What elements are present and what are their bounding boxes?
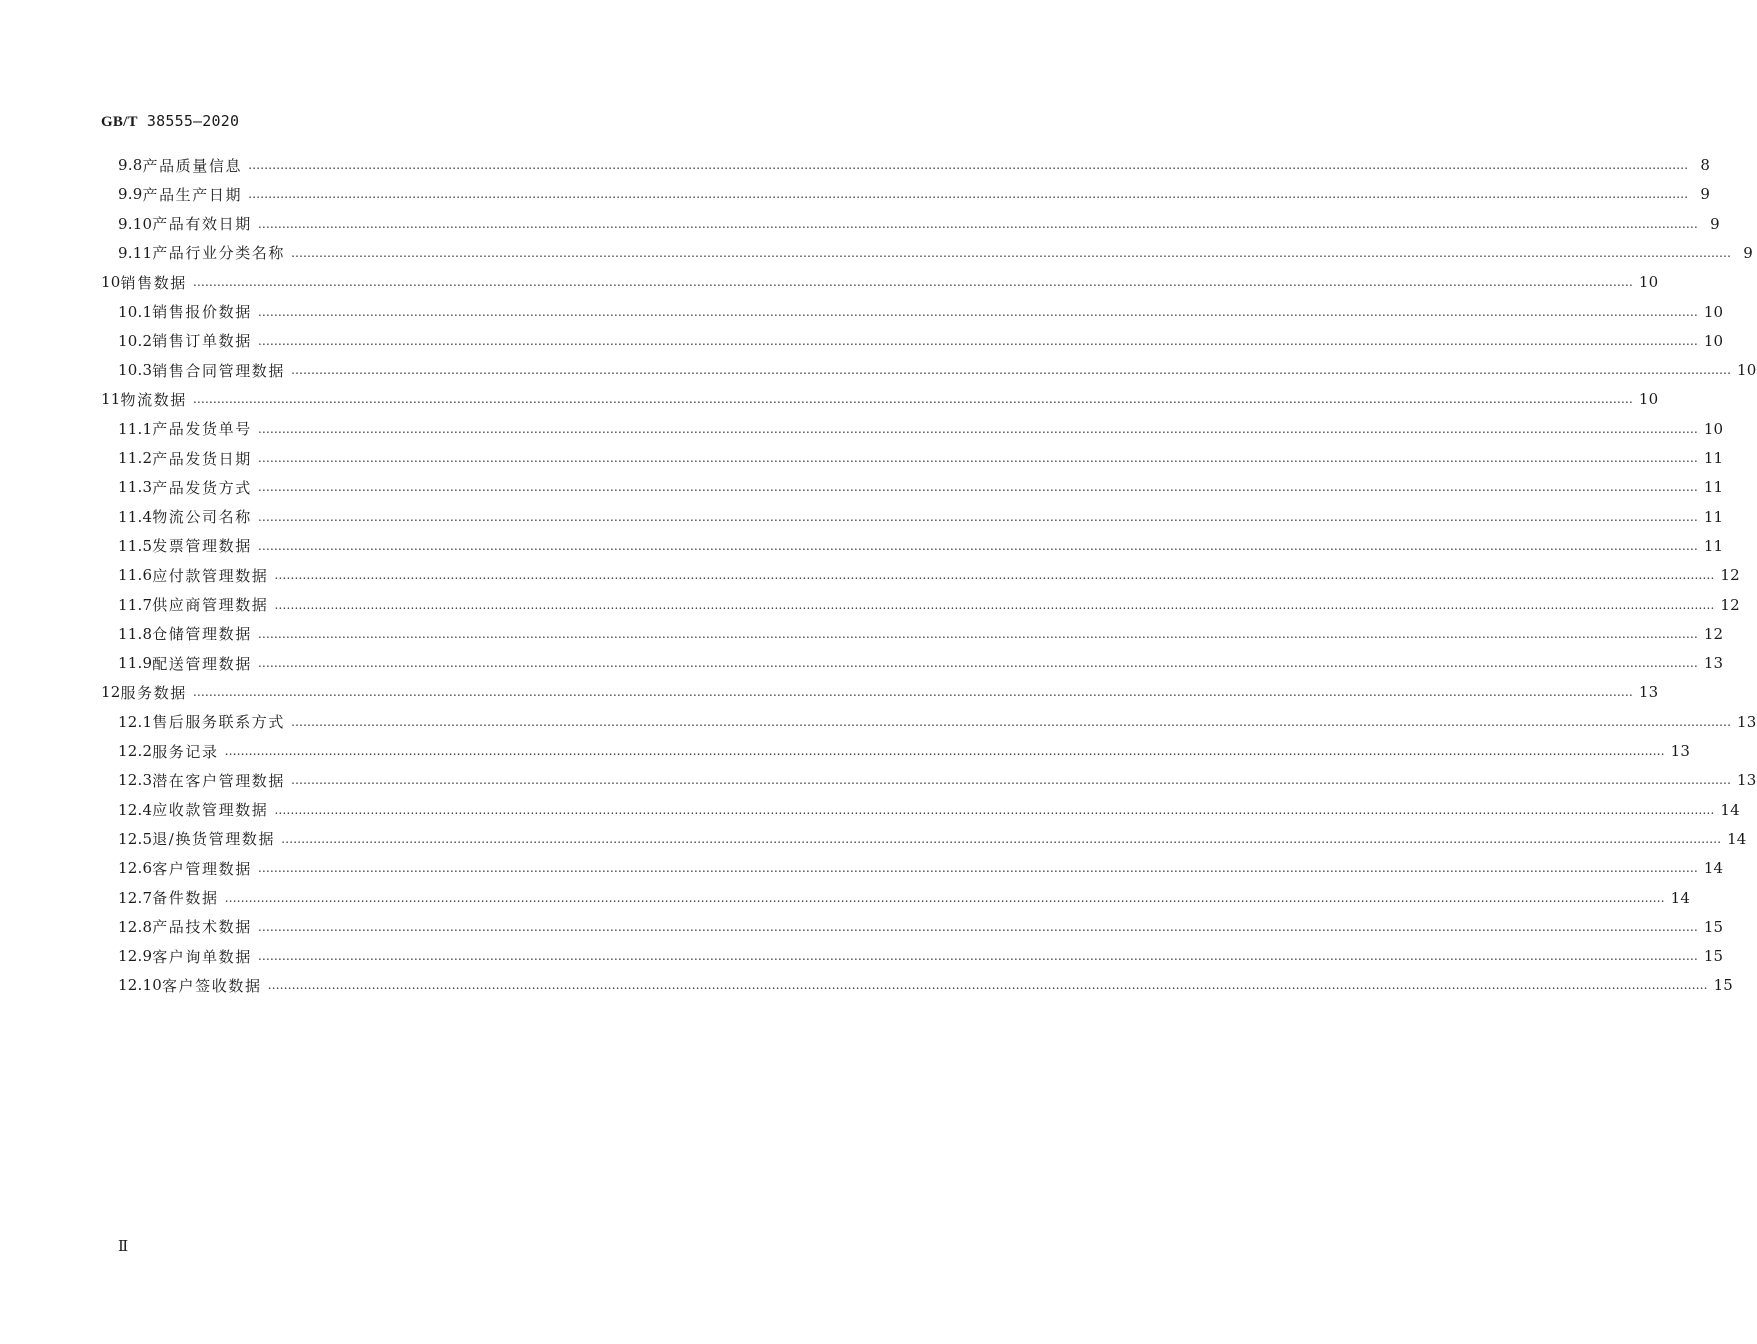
dot-leader: ……………………………………………………………………………………………………………………………………………………………………………………………………………………………………………………………………………………………………………………………… [192,685,1633,700]
dot-leader: ……………………………………………………………………………………………………………………………………………………………………………………………………………………………………………………………………………………………………………………………… [291,714,1732,729]
toc-entry-page: 13 [1703,654,1724,673]
toc-entry[interactable] [118,593,1740,617]
toc-entry-number: 11.8 [118,624,153,643]
dot-leader: ……………………………………………………………………………………………………………………………………………………………………………………………………………………………………………………………………………………………………………………………… [257,333,1698,348]
toc-entry-number: 11.3 [118,478,153,497]
toc-entry-page: 11 [1703,507,1724,526]
toc-entry-title: 销售报价数据 [152,303,252,321]
toc-entry-page: 11 [1703,478,1724,497]
toc-entry-title: 应收款管理数据 [152,801,269,820]
toc-entry-title: 服务数据 [120,683,187,702]
toc-entry-title: 物流公司名称 [152,508,252,527]
toc-entry-title: 应付款管理数据 [152,566,269,585]
toc-entry-page: 9 [1710,214,1720,233]
dot-leader: ……………………………………………………………………………………………………………………………………………………………………………………………………………………………………………………………………………………………………………………………… [257,509,1698,524]
toc-entry[interactable] [118,212,1720,236]
toc-entry-title: 售后服务联系方式 [152,713,286,732]
toc-entry[interactable] [118,153,1711,177]
toc-entry[interactable] [118,534,1724,558]
toc-entry-title: 仓储管理数据 [152,625,252,644]
dot-leader: ……………………………………………………………………………………………………………………………………………………………………………………………………………………………………………………………………………………………………………………………… [257,538,1698,553]
toc-entry[interactable] [118,886,1691,910]
toc-entry-page: 13 [1737,771,1757,790]
toc-entry-number: 9.8 [118,156,143,174]
toc-entry-number: 12.8 [118,917,153,936]
dot-leader: ……………………………………………………………………………………………………………………………………………………………………………………………………………………………………………………………………………………………………………………………… [257,949,1698,964]
toc-entry-title: 产品有效日期 [152,215,252,234]
toc-entry[interactable] [118,182,1711,206]
dot-leader: ……………………………………………………………………………………………………………………………………………………………………………………………………………………………………………………………………………………………………………………………… [257,216,1698,231]
toc-entry-title: 产品生产日期 [142,185,243,204]
toc-entry-title: 销售合同管理数据 [152,361,286,380]
toc-entry-title: 备件数据 [152,889,219,907]
toc-entry-page: 12 [1720,595,1740,614]
page-number: Ⅱ [118,1237,129,1255]
toc-entry-number: 12.3 [118,771,153,790]
toc-entry-page: 10 [1703,302,1724,321]
toc-entry[interactable] [118,358,1757,382]
toc-entry-number: 12.6 [118,859,153,878]
toc-entry[interactable] [118,300,1724,324]
toc-entry[interactable] [118,768,1757,792]
dot-leader: ……………………………………………………………………………………………………………………………………………………………………………………………………………………………………………………………………………………………………………………………… [274,568,1715,583]
toc-entry[interactable] [118,241,1754,265]
toc-entry[interactable] [118,944,1724,968]
toc-entry-number: 11.5 [118,536,153,555]
dot-leader: ……………………………………………………………………………………………………………………………………………………………………………………………………………………………………………………………………………………………………………………………… [291,363,1732,378]
toc-entry[interactable] [118,505,1724,529]
toc-entry-page: 14 [1703,859,1724,878]
toc-entry[interactable] [118,827,1747,851]
toc-entry-number: 12.9 [118,947,153,966]
toc-entry-title: 供应商管理数据 [152,596,269,614]
toc-entry[interactable] [118,710,1757,734]
toc-entry-page: 10 [1638,390,1659,409]
toc-entry-title: 产品发货单号 [152,420,252,439]
document-header [101,112,239,131]
dot-leader: ……………………………………………………………………………………………………………………………………………………………………………………………………………………………………………………………………………………………………………………………… [291,245,1732,260]
toc-entry-number: 11.6 [118,566,153,585]
toc-entry-title: 潜在客户管理数据 [152,771,286,790]
toc-entry-number: 10 [101,273,121,292]
toc-entry-number: 12.2 [118,742,153,760]
toc-entry-page: 9 [1743,243,1754,262]
toc-entry-title: 物流数据 [120,390,187,409]
toc-entry-page: 13 [1737,712,1757,731]
toc-entry-title: 产品发货日期 [152,449,252,468]
toc-entry[interactable] [118,739,1691,763]
toc-entry[interactable] [118,798,1740,822]
dot-leader: ……………………………………………………………………………………………………………………………………………………………………………………………………………………………………………………………………………………………………………………………… [224,744,1665,758]
dot-leader: ……………………………………………………………………………………………………………………………………………………………………………………………………………………………………………………………………………………………………………………………… [257,861,1698,876]
toc-entry-title: 服务记录 [152,742,219,761]
toc-entry-page: 10 [1703,419,1724,438]
toc-entry[interactable] [118,475,1724,499]
dot-leader: ……………………………………………………………………………………………………………………………………………………………………………………………………………………………………………………………………………………………………………………………… [267,978,1708,993]
dot-leader: ……………………………………………………………………………………………………………………………………………………………………………………………………………………………………………………………………………………………………………………………… [257,626,1698,641]
dot-leader: ……………………………………………………………………………………………………………………………………………………………………………………………………………………………………………………………………………………………………………………………… [257,421,1698,436]
toc-entry-page: 10 [1703,331,1724,350]
toc-entry-number: 11.4 [118,507,153,526]
dot-leader: ……………………………………………………………………………………………………………………………………………………………………………………………………………………………………………………………………………………………………………………………… [281,831,1722,846]
toc-entry-page: 9 [1700,185,1711,204]
toc-entry-title: 产品质量信息 [142,156,243,175]
toc-entry-number: 11.7 [118,595,153,614]
toc-entry-number: 9.9 [118,185,143,204]
toc-entry[interactable] [118,622,1724,646]
dot-leader: ……………………………………………………………………………………………………………………………………………………………………………………………………………………………………………………………………………………………………………………………… [257,656,1698,671]
toc-entry[interactable] [118,973,1734,997]
toc-entry-page: 10 [1737,361,1757,380]
toc-entry[interactable] [118,417,1724,441]
toc-entry-title: 客户签收数据 [161,976,262,995]
toc-entry-page: 13 [1638,683,1659,702]
dot-leader: ……………………………………………………………………………………………………………………………………………………………………………………………………………………………………………………………………………………………………………………………… [257,480,1698,495]
toc-entry-page: 11 [1703,536,1724,555]
toc-entry-number: 12.7 [118,888,153,907]
toc-entry-title: 销售数据 [120,273,187,292]
dot-leader: ……………………………………………………………………………………………………………………………………………………………………………………………………………………………………………………………………………………………………………………………… [274,802,1715,817]
toc-entry-page: 12 [1720,566,1740,585]
dot-leader: ……………………………………………………………………………………………………………………………………………………………………………………………………………………………………………………………………………………………………………………………… [192,275,1633,290]
toc-entry-number: 12 [101,683,121,702]
toc-entry-number: 10.2 [118,331,153,350]
toc-entry-page: 14 [1727,829,1747,848]
dot-leader: ……………………………………………………………………………………………………………………………………………………………………………………………………………………………………………………………………………………………………………………………… [192,392,1633,407]
toc-entry-number: 10.1 [118,302,153,321]
toc-entry[interactable] [118,915,1724,939]
toc-entry-title: 客户询单数据 [152,947,252,966]
toc-entry-title: 客户管理数据 [152,859,252,878]
dot-leader: ……………………………………………………………………………………………………………………………………………………………………………………………………………………………………………………………………………………………………………………………… [274,597,1715,612]
toc-entry-title: 产品技术数据 [152,918,252,937]
toc-entry[interactable] [118,563,1740,587]
toc-entry-page: 14 [1720,800,1740,819]
dot-leader: ……………………………………………………………………………………………………………………………………………………………………………………………………………………………………………………………………………………………………………………………… [257,304,1698,319]
dot-leader: ……………………………………………………………………………………………………………………………………………………………………………………………………………………………………………………………………………………………………………………………… [224,890,1665,905]
toc-entry[interactable] [101,387,1659,411]
toc-entry-number: 12.4 [118,800,153,819]
toc-entry-page: 12 [1703,624,1724,643]
toc-entry[interactable] [101,270,1659,294]
toc-entry-number: 12.5 [118,829,153,848]
toc-entry-number: 10.3 [118,361,153,380]
toc-entry-page: 15 [1703,947,1724,966]
toc-entry-number: 11 [101,390,121,409]
standard-code: GB/T [101,114,138,130]
toc-entry-number: 9.11 [118,243,153,262]
toc-entry-number: 12.1 [118,712,153,731]
toc-entry-page: 15 [1713,976,1734,995]
dot-leader: ……………………………………………………………………………………………………………………………………………………………………………………………………………………………………………………………………………………………………………………………… [248,158,1689,172]
toc-entry-page: 15 [1703,917,1724,936]
dot-leader: ……………………………………………………………………………………………………………………………………………………………………………………………………………………………………………………………………………………………………………………………… [291,773,1732,788]
toc-entry-page: 13 [1670,742,1691,760]
toc-entry-page: 11 [1703,449,1724,467]
toc-entry-page: 8 [1700,156,1711,174]
toc-entry-page: 14 [1670,888,1691,907]
toc-entry-number: 11.1 [118,419,153,438]
dot-leader: ……………………………………………………………………………………………………………………………………………………………………………………………………………………………………………………………………………………………………………………………… [248,187,1689,202]
toc-entry-number: 11.2 [118,449,153,467]
toc-entry[interactable] [118,651,1724,675]
toc-entry[interactable] [118,856,1724,880]
dot-leader: ……………………………………………………………………………………………………………………………………………………………………………………………………………………………………………………………………………………………………………………………… [257,919,1698,934]
toc-entry-number: 11.9 [118,654,153,673]
dot-leader: ……………………………………………………………………………………………………………………………………………………………………………………………………………………………………………………………………………………………………………………………… [257,451,1698,465]
toc-entry-title: 配送管理数据 [152,654,252,673]
toc-entry-title: 销售订单数据 [152,332,252,351]
toc-entry-page: 10 [1638,273,1659,292]
toc-entry[interactable] [118,446,1724,470]
toc-entry-title: 退/换货管理数据 [152,830,276,849]
toc-entry-title: 产品发货方式 [152,478,252,497]
toc-entry[interactable] [118,329,1724,353]
toc-entry[interactable] [101,680,1659,704]
toc-entry-title: 发票管理数据 [152,537,252,556]
toc-entry-number: 12.10 [118,976,162,995]
toc-entry-title: 产品行业分类名称 [152,244,286,263]
toc-entry-number: 9.10 [118,214,153,233]
standard-number: 38555—2020 [146,112,240,130]
